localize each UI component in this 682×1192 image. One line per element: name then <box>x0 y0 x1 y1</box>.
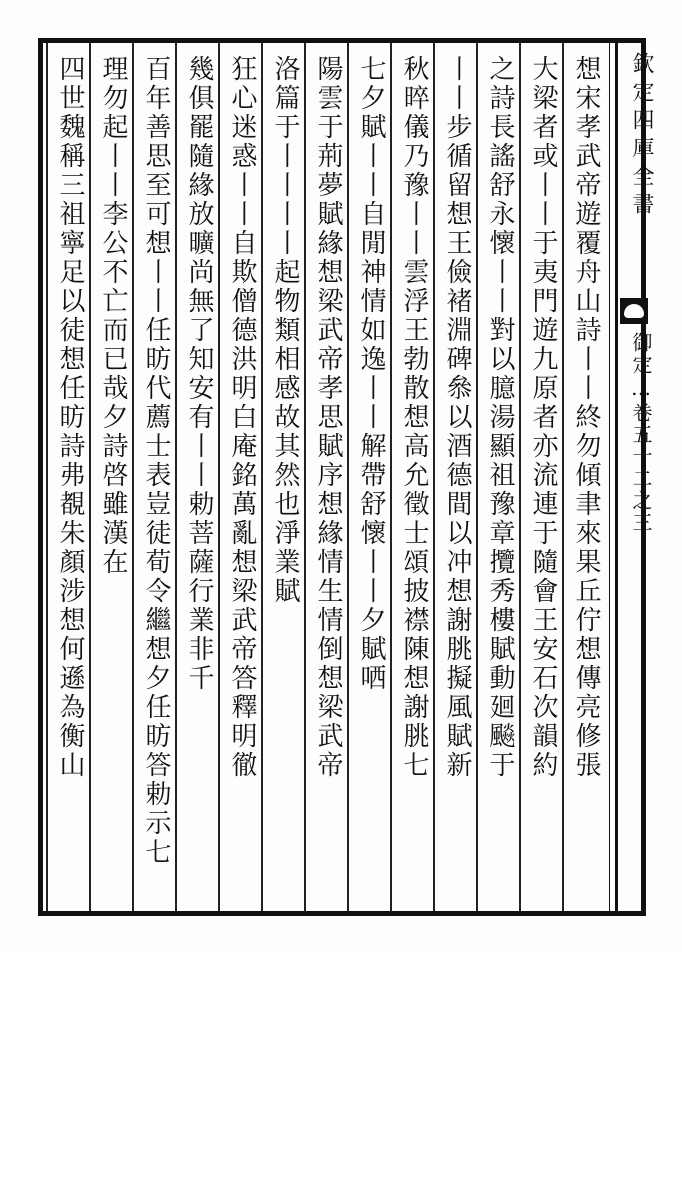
column-rule <box>46 43 48 911</box>
fish-tail-mark <box>620 298 648 324</box>
text-column-5: 秋晬儀乃豫丨丨雲浮王勃散想高允徵士頌披襟陳想謝朓七 <box>399 55 429 780</box>
text-column-9: 狂心迷惑丨丨自欺僧德洪明白庵銘萬亂想梁武帝答釋明徹 <box>227 55 257 780</box>
text-column-8: 洛篇于丨丨丨丨起物類相感故其然也淨業賦 <box>270 55 300 606</box>
text-column-10: 幾俱罷隨緣放曠尚無了知安有丨丨勅菩薩行業非千 <box>184 55 214 693</box>
text-column-7: 陽雲于荊夢賦緣想梁武帝孝思賦序想緣情生情倒想梁武帝 <box>313 55 343 780</box>
text-column-13: 四世魏稱三祖寧足以徒想任昉詩弗覩朱顏涉想何遜為衡山 <box>55 55 85 780</box>
text-column-6: 七夕賦丨丨自閒神情如逸丨丨解帶舒懷丨丨夕賦哂 <box>356 55 386 693</box>
text-column-4: 丨丨步循留想王儉褚淵碑叅以酒德間以冲想謝朓擬風賦新 <box>442 55 472 780</box>
book-title: 欽定四庫全書 <box>629 52 654 220</box>
text-column-12: 理勿起丨丨李公不亡而已哉夕詩啓雖漢在 <box>98 55 128 577</box>
text-column-11: 百年善思至可想丨丨任昉代薦士表豈徒荀令繼想夕任昉答勅示七 <box>141 55 171 867</box>
margin-divider <box>615 38 618 916</box>
text-column-2: 大梁者或丨丨于夷門遊九原者亦流連于隨會王安石次韻約 <box>528 55 558 780</box>
text-column-3: 之詩長謠舒永懷丨丨對以臆湯顯祖豫章攬秀樓賦動廻飈于 <box>485 55 515 780</box>
text-column-1: 想宋孝武帝遊覆舟山詩丨丨終勿傾聿來果丘佇想傳亮修張 <box>571 55 601 780</box>
margin-divider-inner <box>609 38 610 916</box>
volume-label: 御定…卷五十二之三 <box>629 332 653 534</box>
